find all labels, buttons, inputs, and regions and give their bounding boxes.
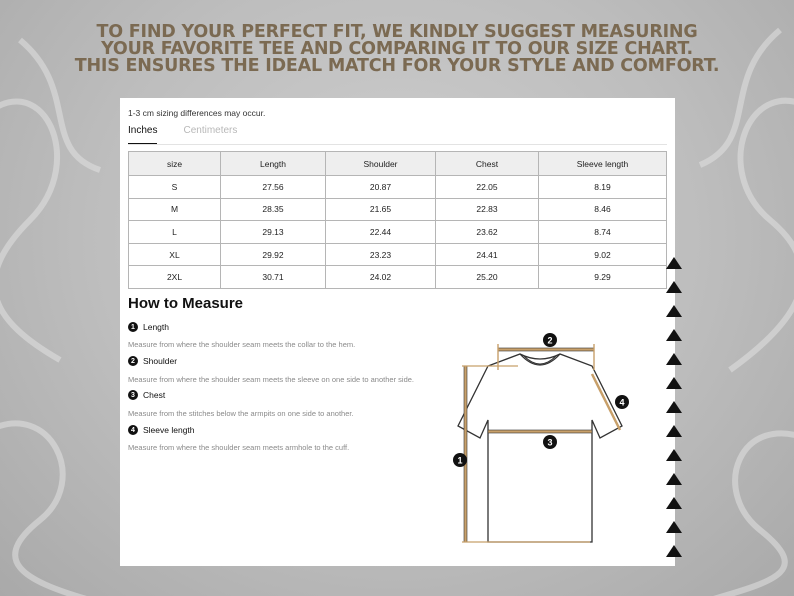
table-cell: 2XL bbox=[129, 266, 221, 289]
marker-2-icon bbox=[543, 333, 557, 347]
table-cell: L bbox=[129, 221, 221, 244]
table-row bbox=[129, 221, 667, 244]
table-cell: XL bbox=[129, 243, 221, 266]
size-table bbox=[128, 151, 667, 289]
table-row bbox=[129, 198, 667, 221]
step-number-icon: 4 bbox=[128, 425, 138, 435]
table-cell: 27.56 bbox=[221, 176, 326, 199]
step-shoulder bbox=[128, 356, 177, 366]
up-arrow-icon bbox=[666, 401, 682, 413]
shoulder-measure-line bbox=[498, 348, 594, 351]
up-arrow-icon bbox=[666, 329, 682, 341]
table-cell: 29.92 bbox=[221, 243, 326, 266]
step-label: Sleeve length bbox=[143, 425, 195, 435]
header-chest: Chest bbox=[436, 152, 539, 176]
up-arrow-icon bbox=[666, 377, 682, 389]
table-cell: 9.29 bbox=[539, 266, 667, 289]
table-cell: 24.02 bbox=[326, 266, 436, 289]
step-number-icon: 2 bbox=[128, 356, 138, 366]
table-cell: 23.62 bbox=[436, 221, 539, 244]
headline-line-3: THIS ENSURES THE IDEAL MATCH FOR YOUR STYLE AND COMFORT. bbox=[74, 56, 720, 76]
chest-measure-line bbox=[488, 430, 592, 433]
header-size: size bbox=[129, 152, 221, 176]
up-arrow-icon bbox=[666, 497, 682, 509]
up-arrow-icon bbox=[666, 521, 682, 533]
step-description: Measure from the stitches below the armpits on one side to another. bbox=[128, 409, 354, 418]
up-arrow-icon bbox=[666, 473, 682, 485]
up-arrow-icon bbox=[666, 281, 682, 293]
up-arrow-icon bbox=[666, 425, 682, 437]
step-number-icon: 3 bbox=[128, 390, 138, 400]
up-arrow-icon bbox=[666, 449, 682, 461]
table-cell: 9.02 bbox=[539, 243, 667, 266]
svg-text:4: 4 bbox=[619, 397, 625, 408]
step-description: Measure from where the shoulder seam meets armhole to the cuff. bbox=[128, 443, 350, 452]
table-row bbox=[129, 266, 667, 289]
up-arrow-icon bbox=[666, 545, 682, 557]
table-header-row bbox=[129, 152, 667, 176]
headline-line-2: YOUR FAVORITE TEE AND COMPARING IT TO OUR SIZE CHART. bbox=[101, 39, 693, 59]
header-length: Length bbox=[221, 152, 326, 176]
table-cell: 29.13 bbox=[221, 221, 326, 244]
up-arrow-icon bbox=[666, 353, 682, 365]
table-cell: 8.74 bbox=[539, 221, 667, 244]
table-cell: 21.65 bbox=[326, 198, 436, 221]
tab-divider bbox=[128, 144, 667, 145]
marker-1-icon bbox=[453, 453, 467, 467]
svg-text:1: 1 bbox=[457, 455, 463, 466]
step-label: Chest bbox=[143, 390, 166, 400]
step-sleeve-length bbox=[128, 425, 195, 435]
scroll-arrows bbox=[664, 254, 686, 564]
size-chart-card bbox=[120, 98, 675, 566]
table-cell: 24.41 bbox=[436, 243, 539, 266]
step-length bbox=[128, 322, 169, 332]
table-cell: 8.19 bbox=[539, 176, 667, 199]
table-cell: 25.20 bbox=[436, 266, 539, 289]
tab-inches[interactable]: Inches bbox=[128, 125, 157, 145]
step-description: Measure from where the shoulder seam meets the sleeve on one side to another side. bbox=[128, 375, 414, 384]
svg-text:3: 3 bbox=[547, 437, 553, 448]
length-measure-line bbox=[464, 366, 467, 542]
step-chest bbox=[128, 390, 165, 400]
tab-centimeters[interactable]: Centimeters bbox=[183, 125, 238, 136]
table-cell: M bbox=[129, 198, 221, 221]
unit-tabs bbox=[128, 125, 237, 145]
table-cell: 23.23 bbox=[326, 243, 436, 266]
step-label: Shoulder bbox=[143, 356, 178, 366]
table-cell: 20.87 bbox=[326, 176, 436, 199]
marker-3-icon bbox=[543, 435, 557, 449]
svg-text:2: 2 bbox=[547, 335, 553, 346]
table-row bbox=[129, 243, 667, 266]
table-cell: 22.83 bbox=[436, 198, 539, 221]
headline-line-1: TO FIND YOUR PERFECT FIT, WE KINDLY SUGGEST MEASURING bbox=[96, 22, 698, 42]
step-label: Length bbox=[143, 322, 169, 332]
table-cell: S bbox=[129, 176, 221, 199]
table-cell: 22.44 bbox=[326, 221, 436, 244]
tshirt-diagram bbox=[450, 330, 630, 550]
headline bbox=[0, 24, 794, 75]
up-arrow-icon bbox=[666, 257, 682, 269]
step-number-icon: 1 bbox=[128, 322, 138, 332]
table-cell: 28.35 bbox=[221, 198, 326, 221]
marker-4-icon bbox=[615, 395, 629, 409]
table-cell: 22.05 bbox=[436, 176, 539, 199]
header-sleeve-length: Sleeve length bbox=[539, 152, 667, 176]
table-cell: 30.71 bbox=[221, 266, 326, 289]
up-arrow-icon bbox=[666, 305, 682, 317]
step-description: Measure from where the shoulder seam meets the collar to the hem. bbox=[128, 340, 356, 349]
table-cell: 8.46 bbox=[539, 198, 667, 221]
table-row bbox=[129, 176, 667, 199]
header-shoulder: Shoulder bbox=[326, 152, 436, 176]
how-to-measure-title: How to Measure bbox=[128, 295, 244, 312]
sizing-note: 1-3 cm sizing differences may occur. bbox=[128, 108, 266, 118]
